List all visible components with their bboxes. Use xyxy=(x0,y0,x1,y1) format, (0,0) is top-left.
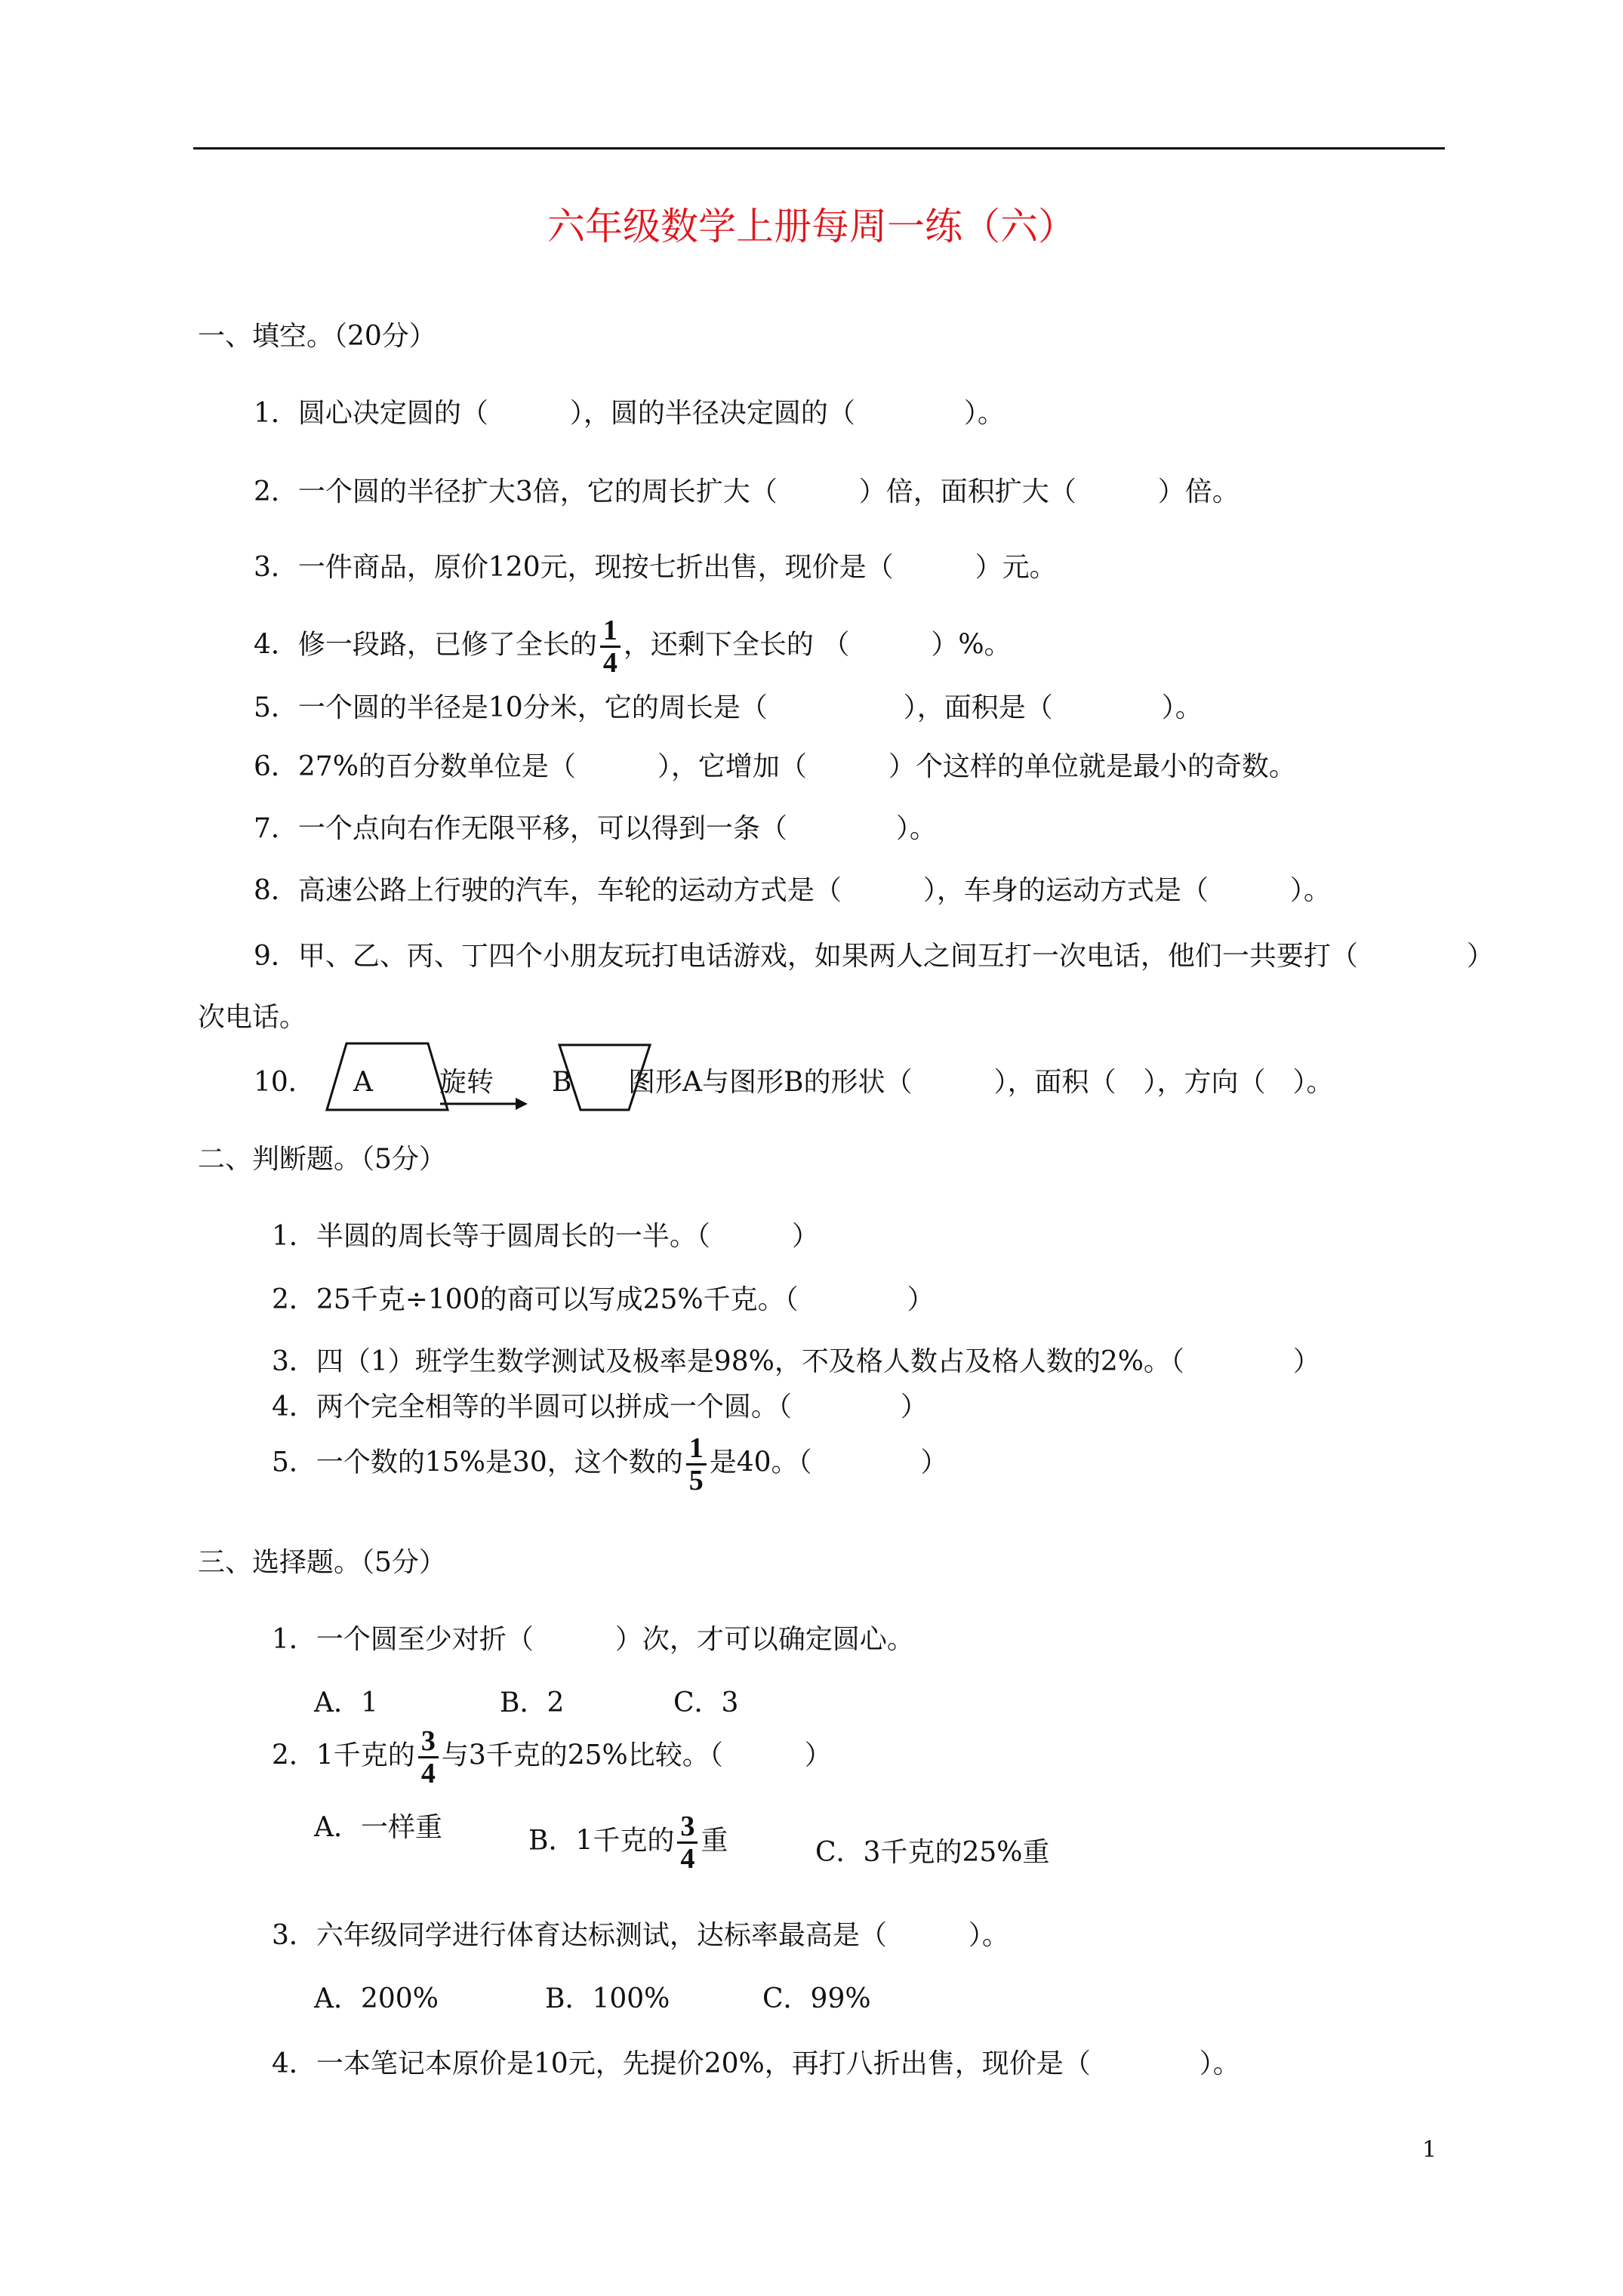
s3-question-2 xyxy=(272,1726,832,1789)
option-b: B．2 xyxy=(500,1687,565,1718)
option-a: A．1 xyxy=(314,1687,378,1718)
s3-question-4: 4．一本笔记本原价是10元，先提价20%，再打八折出售，现价是（ ）。 xyxy=(272,2048,1240,2079)
s2-q5-text-after: 是40。（ ） xyxy=(709,1447,948,1478)
section-2-heading: 二、判断题。（5分） xyxy=(198,1144,446,1175)
fraction-denominator: 4 xyxy=(420,1758,436,1789)
page-title: 六年级数学上册每周一练（六） xyxy=(547,205,1076,248)
s1-question-7: 7．一个点向右作无限平移，可以得到一条（ ）。 xyxy=(254,813,937,844)
fraction-numerator: 3 xyxy=(418,1726,439,1758)
section-3-heading: 三、选择题。（5分） xyxy=(198,1547,446,1578)
s1-question-9: 9．甲、乙、丙、丁四个小朋友玩打电话游戏，如果两人之间互打一次电话，他们一共要打（ ） xyxy=(254,941,1494,972)
s2-question-2: 2．25千克÷100的商可以写成25%千克。（ ） xyxy=(272,1284,935,1315)
s2-question-5 xyxy=(272,1433,948,1496)
s1-question-4 xyxy=(254,615,1012,678)
fraction-numerator: 1 xyxy=(600,615,621,648)
fraction-denominator: 4 xyxy=(602,647,617,679)
option-a: A．200% xyxy=(314,1983,439,2014)
shape-a-label: A xyxy=(353,1067,373,1098)
arrow-head-icon xyxy=(516,1098,528,1110)
s1-question-6: 6．27%的百分数单位是（ ），它增加（ ）个这样的单位就是最小的奇数。 xyxy=(254,751,1296,782)
option-c: C．99% xyxy=(762,1983,871,2014)
s2-question-4: 4．两个完全相等的半圆可以拼成一个圆。（ ） xyxy=(272,1391,928,1422)
s2-q5-text-before: 5．一个数的15%是30，这个数的 xyxy=(272,1447,683,1478)
s1-question-2: 2．一个圆的半径扩大3倍，它的周长扩大（ ）倍，面积扩大（ ）倍。 xyxy=(254,476,1240,507)
s3-q2-text-before: 2．1千克的 xyxy=(272,1740,415,1771)
option-b-text-before: B．1千克的 xyxy=(528,1825,675,1857)
fraction-denominator: 5 xyxy=(688,1465,704,1496)
fraction-numerator: 1 xyxy=(686,1433,707,1465)
rotate-label: 旋转 xyxy=(439,1067,494,1098)
s3-q2-text-after: 与3千克的25%比较。（ ） xyxy=(441,1740,832,1771)
header-rule xyxy=(193,147,1445,149)
fraction-numerator: 3 xyxy=(677,1811,698,1844)
s3-q2-option-c: C．3千克的25%重 xyxy=(815,1837,1050,1868)
s1-question-5: 5．一个圆的半径是10分米，它的周长是（ ），面积是（ ）。 xyxy=(254,692,1203,723)
s1-question-1: 1．圆心决定圆的（ ），圆的半径决定圆的（ ）。 xyxy=(254,398,1005,429)
s3-question-1: 1．一个圆至少对折（ ）次，才可以确定圆心。 xyxy=(272,1624,914,1655)
s1-question-8: 8．高速公路上行驶的汽车，车轮的运动方式是（ ），车身的运动方式是（ ）。 xyxy=(254,875,1331,906)
s1-q4-text-before: 4．修一段路，已修了全长的 xyxy=(254,629,597,661)
option-b: B．100% xyxy=(545,1983,670,2014)
s1-question-10-text: 图形A与图形B的形状（ ），面积（ ），方向（ ）。 xyxy=(628,1067,1334,1098)
s3-question-3: 3．六年级同学进行体育达标测试，达标率最高是（ ）。 xyxy=(272,1920,1009,1951)
s1-question-3: 3．一件商品，原价120元，现按七折出售，现价是（ ）元。 xyxy=(254,552,1057,583)
shape-b-label: B xyxy=(552,1067,572,1098)
fraction-three-quarters xyxy=(418,1726,439,1789)
s1-question-9-continued: 次电话。 xyxy=(198,1002,307,1033)
fraction-denominator: 4 xyxy=(680,1843,695,1875)
fraction-one-fifth xyxy=(686,1433,707,1496)
s1-q4-text-after: ，还剩下全长的 （ ）%。 xyxy=(623,629,1012,661)
rotation-figure xyxy=(321,1042,668,1117)
s2-question-3: 3．四（1）班学生数学测试及极率是98%，不及格人数占及格人数的2%。（ ） xyxy=(272,1346,1320,1377)
fraction-three-quarters-option xyxy=(677,1811,698,1874)
s1-question-10-number: 10． xyxy=(254,1067,316,1098)
section-1-heading: 一、填空。（20分） xyxy=(198,321,436,352)
option-c: C．3 xyxy=(673,1687,739,1718)
page-number: 1 xyxy=(1422,2137,1437,2163)
option-b-text-after: 重 xyxy=(701,1825,728,1857)
s3-q2-option-a: A．一样重 xyxy=(314,1812,442,1843)
s2-question-1: 1．半圆的周长等于圆周长的一半。（ ） xyxy=(272,1221,819,1252)
fraction-one-quarter xyxy=(600,615,621,678)
trapezoid-a-shape xyxy=(327,1043,448,1110)
s3-q2-option-b xyxy=(528,1811,728,1874)
